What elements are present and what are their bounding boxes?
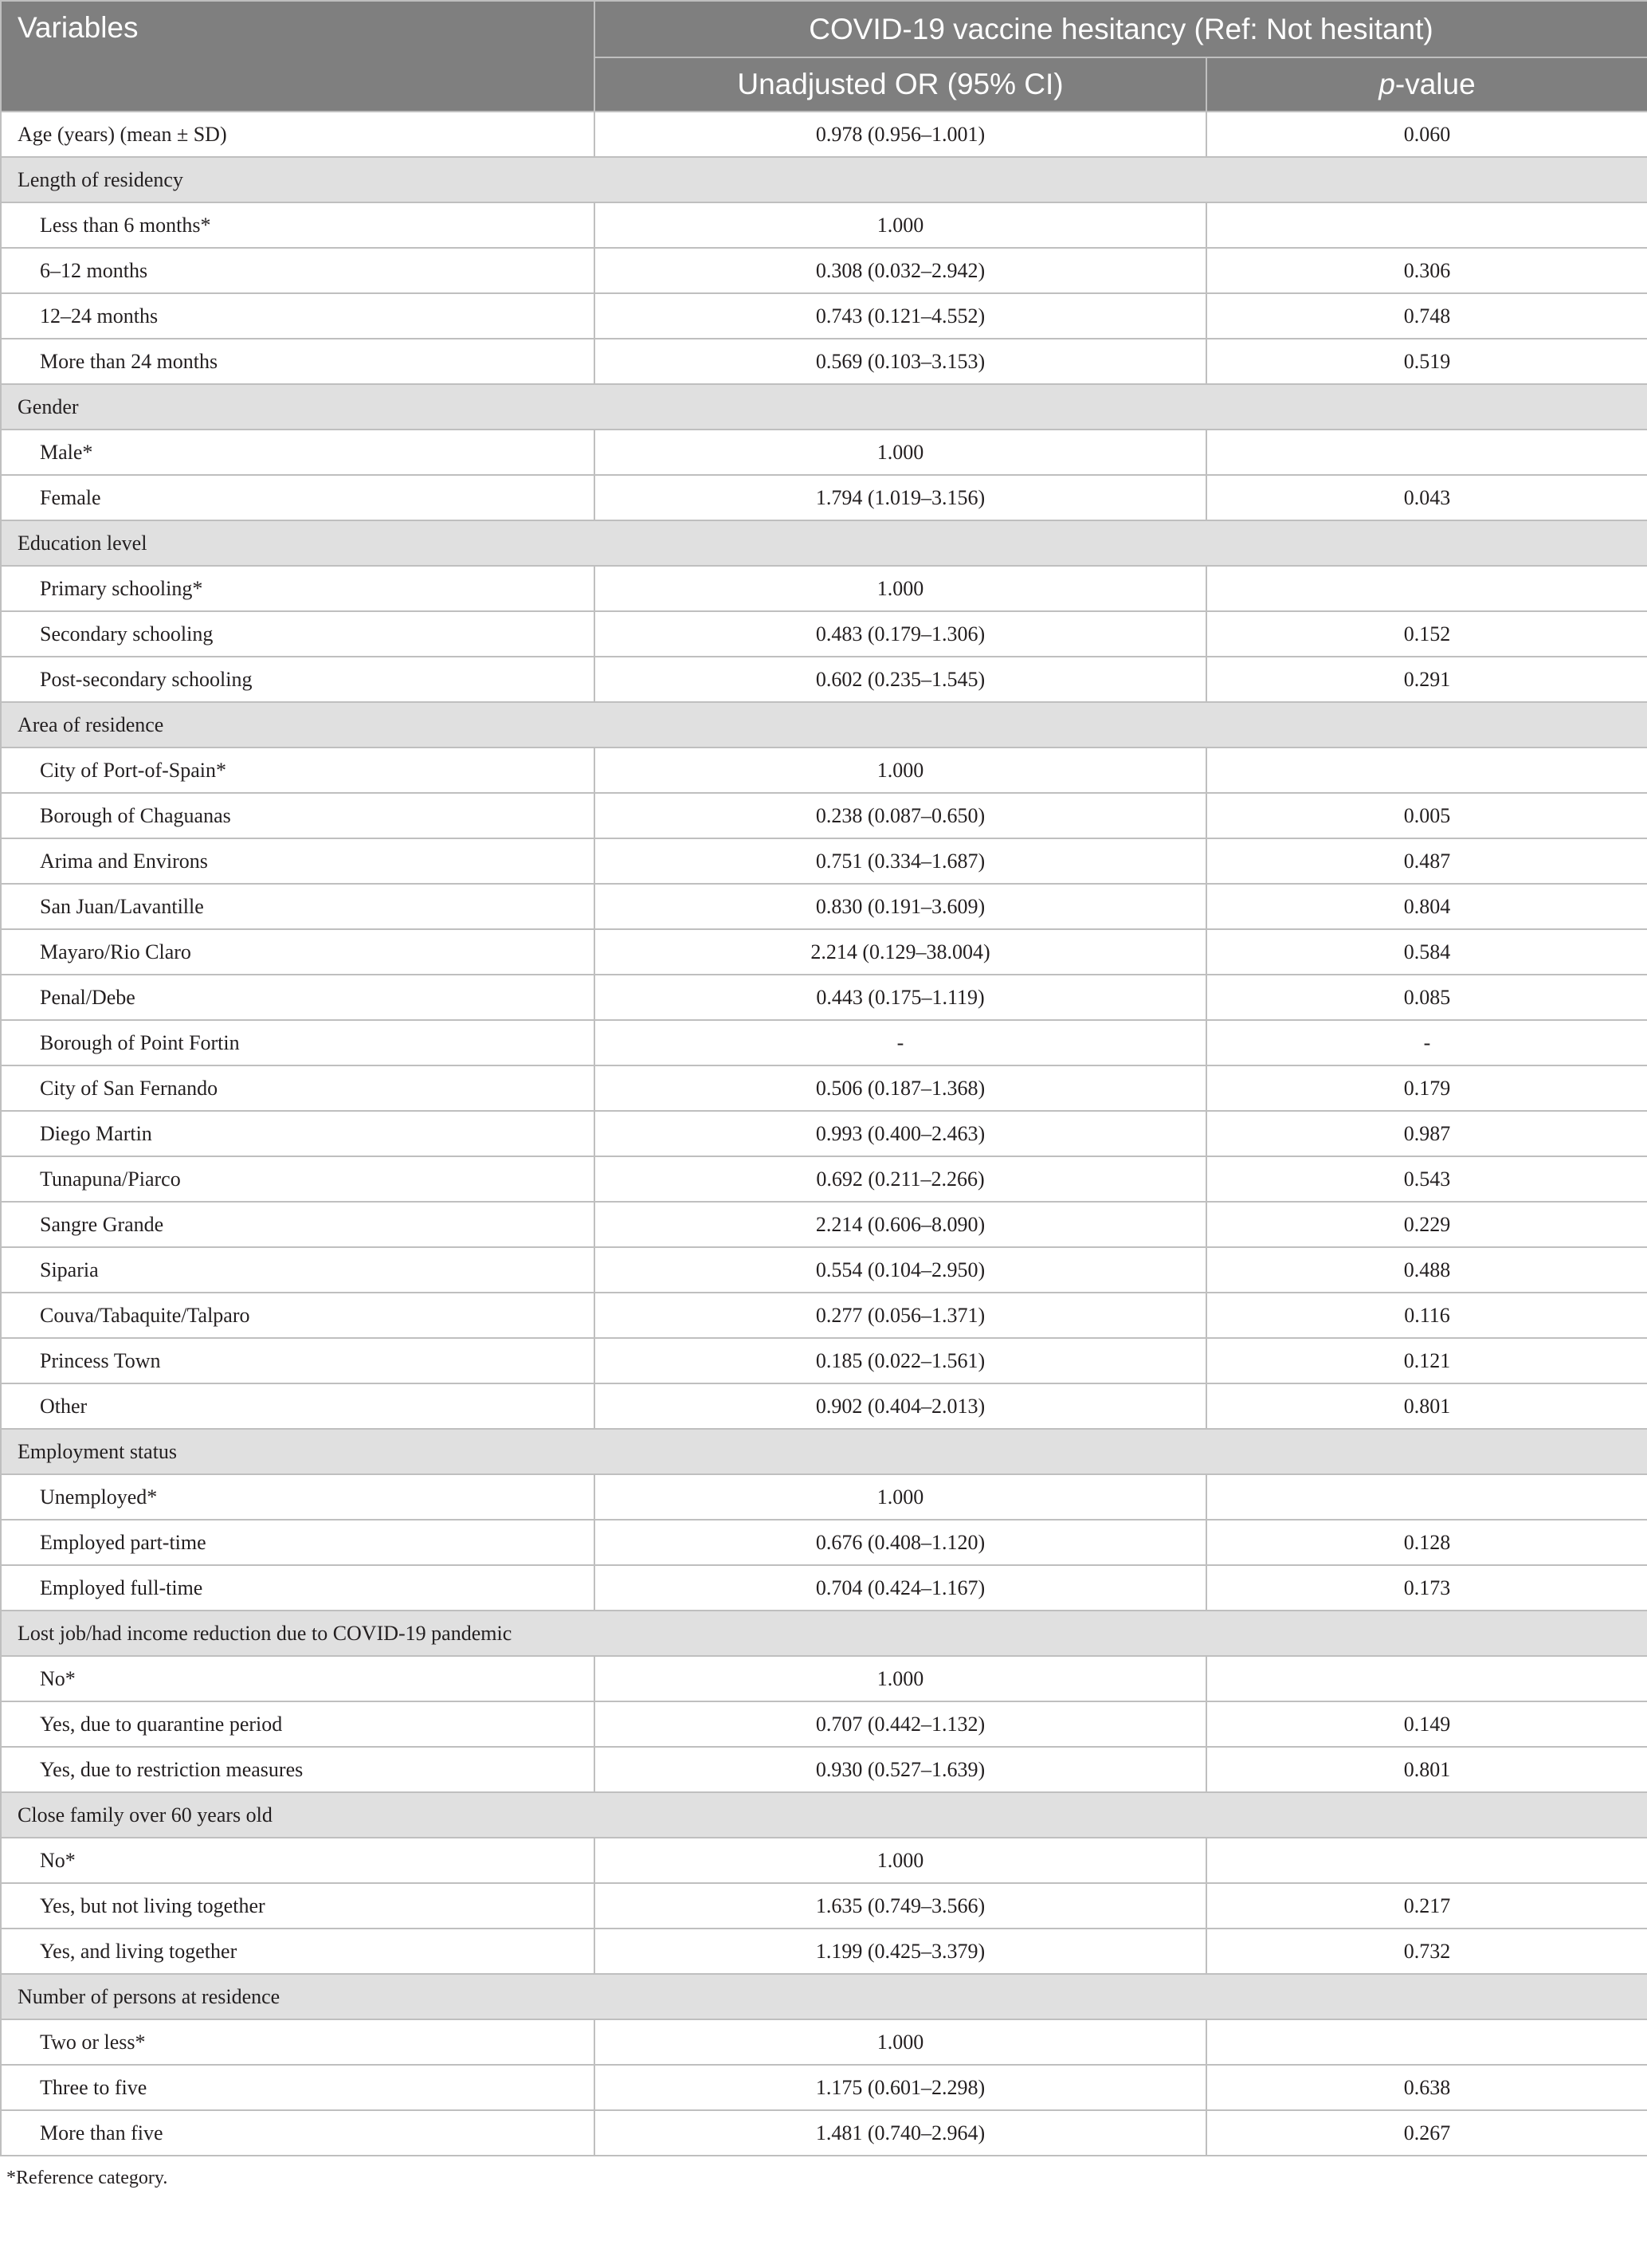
p-value-cell: 0.217 [1206,1883,1647,1929]
variable-label: 6–12 months [1,248,594,293]
variable-label: Age (years) (mean ± SD) [1,112,594,157]
p-value-cell: 0.173 [1206,1565,1647,1611]
odds-ratio-cell: 0.569 (0.103–3.153) [594,339,1206,384]
table-row [1,339,1647,384]
p-value-cell: 0.085 [1206,975,1647,1020]
odds-ratio-cell: 0.676 (0.408–1.120) [594,1520,1206,1565]
variable-label: Less than 6 months* [1,202,594,248]
table-row [1,2019,1647,2065]
odds-ratio-cell: 1.000 [594,1474,1206,1520]
table-body [1,112,1647,2156]
table-row [1,1065,1647,1111]
section-row [1,157,1647,202]
odds-ratio-cell: 0.707 (0.442–1.132) [594,1701,1206,1747]
table-row [1,1747,1647,1792]
odds-ratio-cell: 1.199 (0.425–3.379) [594,1929,1206,1974]
p-value-cell: 0.519 [1206,339,1647,384]
section-row [1,1974,1647,2019]
p-value-cell: 0.291 [1206,657,1647,702]
p-value-cell: 0.267 [1206,2110,1647,2156]
variable-label: Primary schooling* [1,566,594,611]
section-label: Close family over 60 years old [1,1792,1647,1838]
odds-ratio-cell: 0.443 (0.175–1.119) [594,975,1206,1020]
table-row [1,1520,1647,1565]
variable-label: City of San Fernando [1,1065,594,1111]
odds-ratio-cell: 1.000 [594,747,1206,793]
variable-label: Borough of Point Fortin [1,1020,594,1065]
table-row [1,248,1647,293]
table-row [1,1111,1647,1156]
odds-ratio-cell: 0.483 (0.179–1.306) [594,611,1206,657]
p-value-cell [1206,202,1647,248]
variable-label: More than five [1,2110,594,2156]
p-value-cell [1206,430,1647,475]
section-label: Area of residence [1,702,1647,747]
p-value-cell: 0.488 [1206,1247,1647,1293]
p-value-cell: 0.487 [1206,838,1647,884]
odds-ratio-cell: 2.214 (0.129–38.004) [594,929,1206,975]
or-column-header: Unadjusted OR (95% CI) [594,57,1206,112]
variable-label: Princess Town [1,1338,594,1383]
table-row [1,1338,1647,1383]
table-row [1,566,1647,611]
table-row [1,1565,1647,1611]
variables-header: Variables [1,1,594,112]
variable-label: No* [1,1656,594,1701]
table-row [1,2065,1647,2110]
variable-label: Male* [1,430,594,475]
odds-ratio-cell: 2.214 (0.606–8.090) [594,1202,1206,1247]
p-italic: p [1378,68,1395,100]
table-row [1,657,1647,702]
table-row [1,1020,1647,1065]
odds-ratio-cell: 1.000 [594,202,1206,248]
variable-label: Couva/Tabaquite/Talparo [1,1293,594,1338]
table-row [1,793,1647,838]
p-value-cell: 0.179 [1206,1065,1647,1111]
table-row [1,112,1647,157]
table-row [1,202,1647,248]
table-row [1,2110,1647,2156]
odds-ratio-cell: - [594,1020,1206,1065]
table-row [1,838,1647,884]
p-value-cell: 0.121 [1206,1338,1647,1383]
odds-ratio-cell: 0.308 (0.032–2.942) [594,248,1206,293]
p-rest: -value [1394,68,1476,100]
section-label: Employment status [1,1429,1647,1474]
section-row [1,1611,1647,1656]
odds-ratio-cell: 0.277 (0.056–1.371) [594,1293,1206,1338]
p-value-cell: 0.801 [1206,1747,1647,1792]
section-row [1,702,1647,747]
table-row [1,1883,1647,1929]
section-label: Lost job/had income reduction due to COVID-19 pandemic [1,1611,1647,1656]
section-label: Gender [1,384,1647,430]
odds-ratio-cell: 0.602 (0.235–1.545) [594,657,1206,702]
p-value-cell: 0.638 [1206,2065,1647,2110]
table-row [1,747,1647,793]
variable-label: Two or less* [1,2019,594,2065]
odds-ratio-cell: 1.481 (0.740–2.964) [594,2110,1206,2156]
odds-ratio-cell: 0.978 (0.956–1.001) [594,112,1206,157]
p-value-cell: 0.152 [1206,611,1647,657]
odds-ratio-cell: 0.830 (0.191–3.609) [594,884,1206,929]
p-value-cell: 0.804 [1206,884,1647,929]
table-row [1,1247,1647,1293]
table-row [1,611,1647,657]
p-value-cell: 0.005 [1206,793,1647,838]
section-label: Number of persons at residence [1,1974,1647,2019]
p-value-cell [1206,566,1647,611]
odds-ratio-cell: 0.993 (0.400–2.463) [594,1111,1206,1156]
section-label: Length of residency [1,157,1647,202]
table-row [1,929,1647,975]
variable-label: Three to five [1,2065,594,2110]
variable-label: Female [1,475,594,520]
odds-ratio-cell: 1.635 (0.749–3.566) [594,1883,1206,1929]
p-value-cell: 0.306 [1206,248,1647,293]
variable-label: 12–24 months [1,293,594,339]
variable-label: Employed full-time [1,1565,594,1611]
odds-ratio-cell: 0.743 (0.121–4.552) [594,293,1206,339]
odds-ratio-cell: 0.902 (0.404–2.013) [594,1383,1206,1429]
odds-ratio-cell: 0.238 (0.087–0.650) [594,793,1206,838]
table-row [1,884,1647,929]
hesitancy-group-header: COVID-19 vaccine hesitancy (Ref: Not hesitant) [594,1,1647,57]
p-value-cell: 0.116 [1206,1293,1647,1338]
table-row [1,1293,1647,1338]
table-row [1,1156,1647,1202]
odds-ratio-cell: 1.000 [594,1656,1206,1701]
p-value-cell: 0.043 [1206,475,1647,520]
p-value-cell: 0.149 [1206,1701,1647,1747]
odds-ratio-cell: 0.185 (0.022–1.561) [594,1338,1206,1383]
variable-label: Arima and Environs [1,838,594,884]
footnote: *Reference category. [6,2168,168,2188]
table-row [1,1701,1647,1747]
odds-ratio-cell: 0.554 (0.104–2.950) [594,1247,1206,1293]
variable-label: Sangre Grande [1,1202,594,1247]
odds-ratio-cell: 1.794 (1.019–3.156) [594,475,1206,520]
p-value-cell [1206,747,1647,793]
p-value-cell: 0.543 [1206,1156,1647,1202]
variable-label: No* [1,1838,594,1883]
table-row [1,430,1647,475]
p-value-cell: 0.801 [1206,1383,1647,1429]
table-row [1,1202,1647,1247]
odds-ratio-cell: 0.930 (0.527–1.639) [594,1747,1206,1792]
section-row [1,1792,1647,1838]
variable-label: Penal/Debe [1,975,594,1020]
variable-label: Yes, but not living together [1,1883,594,1929]
table-row [1,1838,1647,1883]
table-row [1,475,1647,520]
p-value-cell [1206,1474,1647,1520]
p-value-cell [1206,1656,1647,1701]
p-value-cell: 0.128 [1206,1520,1647,1565]
odds-ratio-cell: 1.000 [594,1838,1206,1883]
variable-label: Siparia [1,1247,594,1293]
variable-label: Yes, due to quarantine period [1,1701,594,1747]
p-value-cell: 0.748 [1206,293,1647,339]
variable-label: Unemployed* [1,1474,594,1520]
variable-label: Yes, due to restriction measures [1,1747,594,1792]
odds-ratio-cell: 0.751 (0.334–1.687) [594,838,1206,884]
variable-label: Borough of Chaguanas [1,793,594,838]
table-row [1,1656,1647,1701]
p-value-cell: 0.060 [1206,112,1647,157]
table-row [1,1929,1647,1974]
table-row [1,1383,1647,1429]
section-row [1,520,1647,566]
odds-ratio-cell: 1.000 [594,2019,1206,2065]
odds-ratio-cell: 0.692 (0.211–2.266) [594,1156,1206,1202]
variable-label: San Juan/Lavantille [1,884,594,929]
variable-label: Mayaro/Rio Claro [1,929,594,975]
variable-label: More than 24 months [1,339,594,384]
section-row [1,1429,1647,1474]
variable-label: Employed part-time [1,1520,594,1565]
variable-label: Post-secondary schooling [1,657,594,702]
table-row [1,293,1647,339]
table-row [1,1474,1647,1520]
p-value-cell [1206,2019,1647,2065]
p-value-cell: 0.987 [1206,1111,1647,1156]
p-value-cell: - [1206,1020,1647,1065]
section-label: Education level [1,520,1647,566]
p-value-cell: 0.732 [1206,1929,1647,1974]
variable-label: Diego Martin [1,1111,594,1156]
variable-label: Secondary schooling [1,611,594,657]
odds-ratio-cell: 0.704 (0.424–1.167) [594,1565,1206,1611]
variable-label: Yes, and living together [1,1929,594,1974]
section-row [1,384,1647,430]
odds-ratio-cell: 1.000 [594,566,1206,611]
odds-ratio-cell: 1.000 [594,430,1206,475]
table-row [1,975,1647,1020]
p-value-cell: 0.584 [1206,929,1647,975]
p-value-cell [1206,1838,1647,1883]
p-value-column-header [1206,57,1647,112]
odds-ratio-cell: 1.175 (0.601–2.298) [594,2065,1206,2110]
variable-label: Tunapuna/Piarco [1,1156,594,1202]
table-header [1,1,1647,112]
odds-ratio-cell: 0.506 (0.187–1.368) [594,1065,1206,1111]
variable-label: City of Port-of-Spain* [1,747,594,793]
p-value-cell: 0.229 [1206,1202,1647,1247]
variable-label: Other [1,1383,594,1429]
